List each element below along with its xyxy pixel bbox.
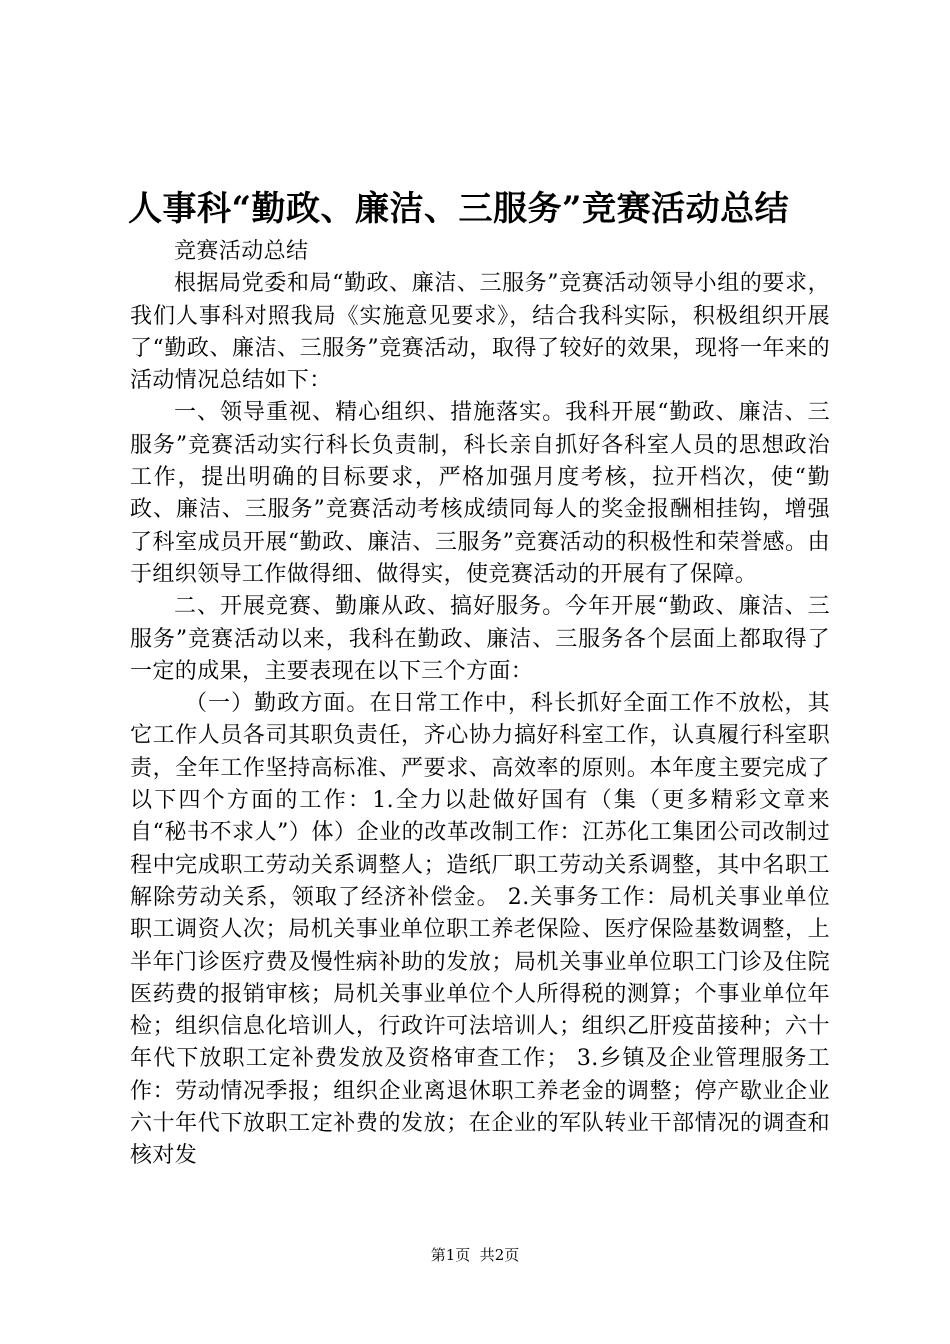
paragraph-section-one: 一、领导重视、精心组织、措施落实。我科开展“勤政、廉洁、三服务”竞赛活动实行科长负责制，科长亲自抓好各科室人员的思想政治工作，提出明确的目标要求，严格加强月度考核，拉开档次，使“勤政、廉洁、三服务”竞赛活动考核成绩同每人的奖金报酬相挂钩，增强了科室成员开展“勤政、廉洁、三服务”竞赛活动的积极性和荣誉感。由于组织领导工作做得细、做得实，使竞赛活动的开展有了保障。	[130, 400, 830, 587]
paragraph-section-two: 二、开展竞赛、勤廉从政、搞好服务。今年开展“勤政、廉洁、三服务”竞赛活动以来，我科在勤政、廉洁、三服务各个层面上都取得了一定的成果，主要表现在以下三个方面：	[130, 594, 830, 684]
document-title: 人事科“勤政、廉洁、三服务”竞赛活动总结	[128, 189, 790, 229]
document-subtitle: 竞赛活动总结	[174, 239, 309, 264]
paragraph-subsection-diligence: （一）勤政方面。在日常工作中，科长抓好全面工作不放松，其它工作人员各司其职负责任，齐心协力搞好科室工作，认真履行科室职责，全年工作坚持高标准、严要求、高效率的原则。本年度主要完成了以下四个方面的工作：1.全力以赴做好国有（集（更多精彩文章来自“秘书不求人”）体）企业的改革改制工作：江苏化工集团公司改制过程中完成职工劳动关系调整人；造纸厂职工劳动关系调整，其中名职工解除劳动关系，领取了经济补偿金。 2.关事务工作：局机关事业单位职工调资人次；局机关事业单位职工养老保险、医疗保险基数调整，上半年门诊医疗费及慢性病补助的发放；局机关事业单位职工门诊及住院医药费的报销审核；局机关事业单位个人所得税的测算；个事业单位年检；组织信息化培训人，行政许可法培训人；组织乙肝疫苗接种；六十年代下放职工定补费发放及资格审查工作； 3.乡镇及企业管理服务工作：劳动情况季报；组织企业离退休职工养老金的调整；停产歇业企业六十年代下放职工定补费的发放；在企业的军队转业干部情况的调查和核对发	[130, 691, 830, 1169]
paragraph-intro: 根据局党委和局“勤政、廉洁、三服务”竞赛活动领导小组的要求，我们人事科对照我局《实施意见要求》，结合我科实际，积极组织开展了“勤政、廉洁、三服务”竞赛活动，取得了较好的效果，现将一年来的活动情况总结如下：	[130, 271, 830, 394]
page-number-footer: 第1页 共2页	[430, 1246, 520, 1264]
document-body	[130, 236, 830, 1173]
